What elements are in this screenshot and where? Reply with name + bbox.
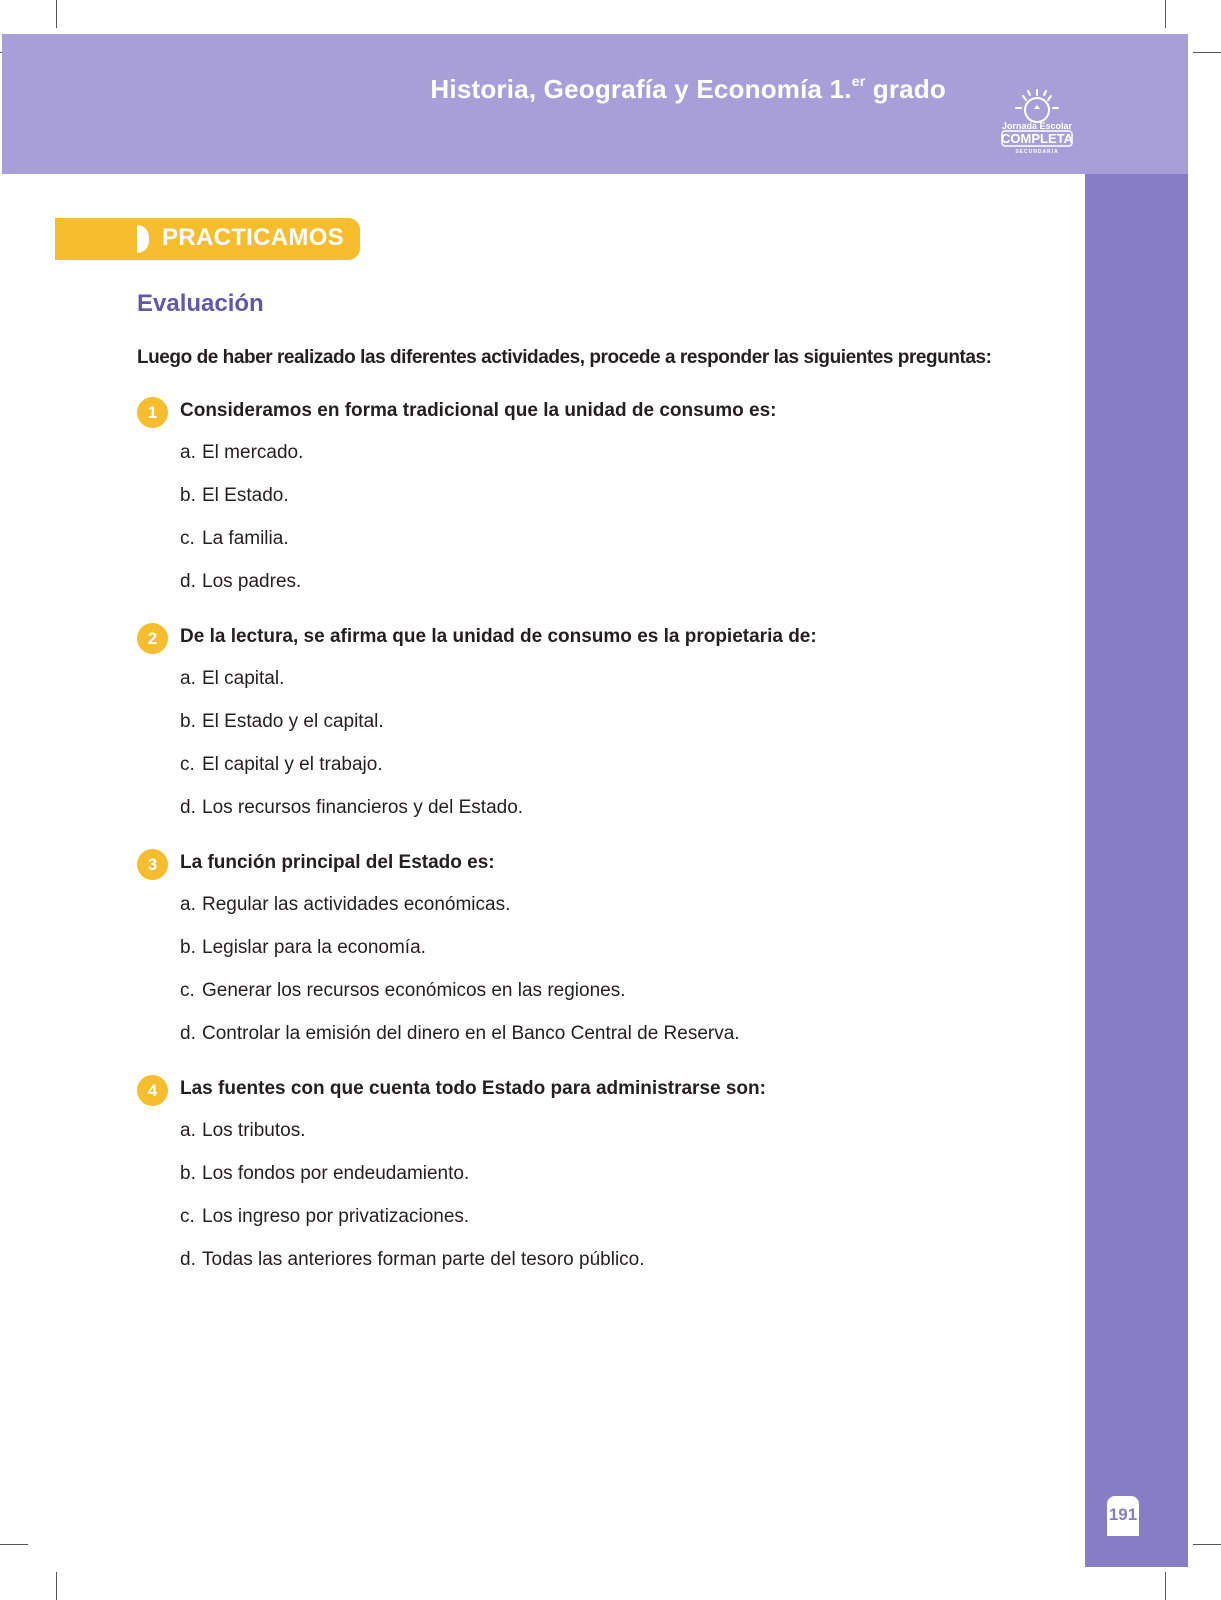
crop-mark bbox=[1193, 52, 1221, 53]
answer-option: d. Todas las anteriores forman parte del tesoro público. bbox=[180, 1249, 645, 1270]
answer-option: c. Generar los recursos económicos en las regiones. bbox=[180, 980, 626, 1001]
crop-mark bbox=[1193, 1544, 1221, 1545]
svg-text:Jornada Escolar: Jornada Escolar bbox=[1001, 121, 1073, 131]
question-1 bbox=[137, 396, 1037, 592]
header-title: Historia, Geografía y Economía 1.$^{er}$ grado bbox=[430, 73, 946, 104]
svg-text:SECUNDARIA: SECUNDARIA bbox=[1015, 149, 1059, 155]
answer-option: b. Legislar para la economía. bbox=[180, 937, 426, 958]
question-3 bbox=[137, 848, 1037, 1044]
section-tag-label: PRACTICAMOS bbox=[162, 224, 344, 251]
section-tag bbox=[55, 218, 360, 260]
question-text: Las fuentes con que cuenta todo Estado para administrarse son: bbox=[180, 1078, 766, 1099]
question-number-badge: 3 bbox=[137, 849, 168, 880]
question-4 bbox=[137, 1074, 1037, 1270]
svg-text:COMPLETA: COMPLETA bbox=[1001, 131, 1073, 146]
question-text: Consideramos en forma tradicional que la unidad de consumo es: bbox=[180, 400, 777, 421]
crop-mark bbox=[0, 1544, 28, 1545]
answer-option: c. Los ingreso por privatizaciones. bbox=[180, 1206, 470, 1227]
answer-option: a. El mercado. bbox=[180, 442, 304, 463]
answer-option: b. Los fondos por endeudamiento. bbox=[180, 1163, 470, 1184]
answer-option: b. El Estado y el capital. bbox=[180, 711, 384, 732]
question-number-badge: 2 bbox=[137, 623, 168, 654]
answer-option: a. Regular las actividades económicas. bbox=[180, 894, 511, 915]
crop-mark bbox=[1165, 0, 1166, 28]
answer-option: a. Los tributos. bbox=[180, 1120, 306, 1141]
answer-option: d. Los recursos financieros y del Estado. bbox=[180, 797, 524, 818]
question-number-badge: 1 bbox=[137, 397, 168, 428]
page-number: 191 bbox=[1107, 1496, 1139, 1536]
answer-option: c. La familia. bbox=[180, 528, 289, 549]
question-number-badge: 4 bbox=[137, 1075, 168, 1106]
jornada-escolar-logo bbox=[996, 58, 1078, 158]
question-text: De la lectura, se afirma que la unidad de consumo es la propietaria de: bbox=[180, 626, 817, 647]
answer-option: d. Controlar la emisión del dinero en el Banco Central de Reserva. bbox=[180, 1023, 740, 1044]
crop-mark bbox=[56, 0, 57, 28]
crop-mark bbox=[1165, 1572, 1166, 1600]
answer-option: d. Los padres. bbox=[180, 571, 302, 592]
page-subtitle: Evaluación bbox=[137, 290, 264, 317]
answer-option: c. El capital y el trabajo. bbox=[180, 754, 383, 775]
instruction-text: Luego de haber realizado las diferentes actividades, procede a responder las siguientes preguntas: bbox=[137, 347, 992, 368]
question-text: La función principal del Estado es: bbox=[180, 852, 495, 873]
answer-option: b. El Estado. bbox=[180, 485, 289, 506]
answer-option: a. El capital. bbox=[180, 668, 285, 689]
question-2 bbox=[137, 622, 1037, 818]
tag-marker-icon bbox=[137, 225, 149, 253]
side-bar bbox=[1085, 174, 1188, 1567]
crop-mark bbox=[56, 1572, 57, 1600]
